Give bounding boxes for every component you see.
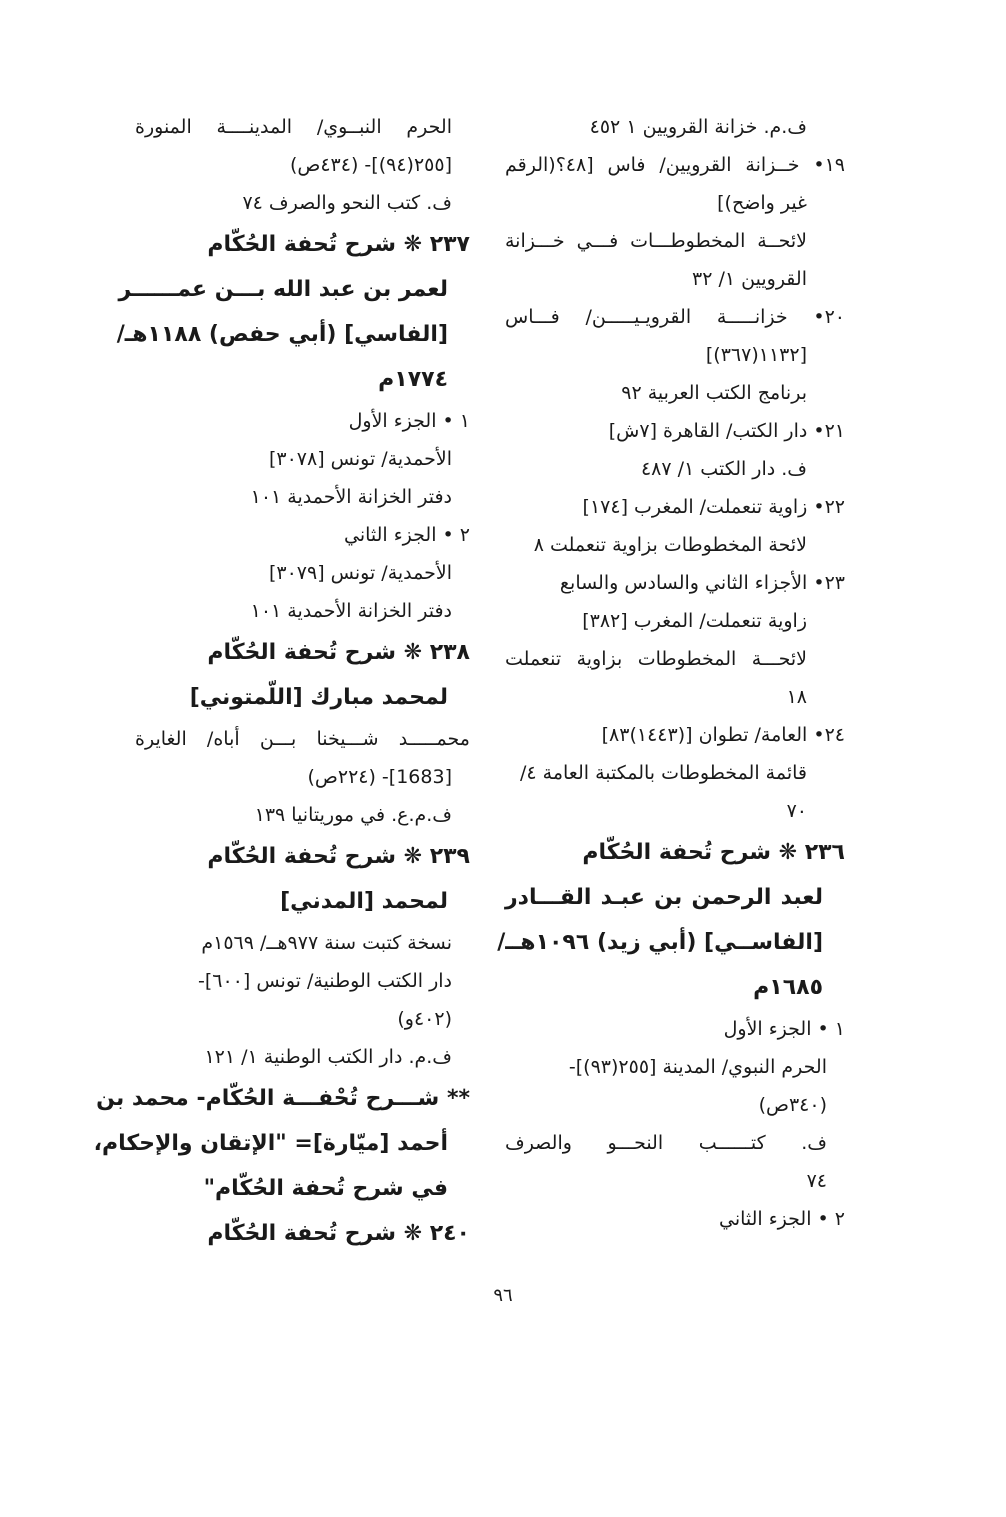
left-column — [93, 108, 470, 1256]
left-column-line: دفتر الخزانة الأحمدية ١٠١ — [250, 486, 452, 508]
right-column-line: ٢ • الجزء الثاني — [718, 1208, 845, 1230]
left-column-line: ١ • الجزء الأول — [348, 410, 470, 432]
right-column-line: ف.م. خزانة القرويين ١ ٤٥٢ — [589, 116, 807, 138]
right-column-line: ٢٢• زاوية تنعملت/ المغرب [١٧٤] — [582, 496, 845, 518]
left-column-line: ** شـــرح تُحْفـــة الحُكّام- محمد بن — [96, 1086, 470, 1111]
page-number: ٩٦ — [493, 1285, 513, 1306]
left-column-line: ٢٣٨ ❋ شرح تُحفة الحُكّام — [207, 640, 470, 665]
left-column-line: ف.م.ع. في موريتانيا ١٣٩ — [254, 804, 452, 826]
right-column-line: زاوية تنعملت/ المغرب [٣٨٢] — [582, 610, 807, 632]
right-column-line: برنامج الكتب العربية ٩٢ — [621, 382, 807, 404]
left-column-line: ف.م. دار الكتب الوطنية ١/ ١٢١ — [204, 1046, 452, 1068]
right-column-line: غير واضح)] — [717, 192, 807, 214]
left-column-line: محمـــــد شـــيخنا بـــن أباه/ الغايرة — [135, 728, 470, 750]
left-column-line: ٢٣٩ ❋ شرح تُحفة الحُكّام — [207, 844, 470, 869]
right-column-line: ٢٣٦ ❋ شرح تُحفة الحُكّام — [582, 840, 845, 865]
right-column-line: لعبد الرحمن بن عبـد القـــادر — [505, 885, 823, 910]
right-column-line: القرويين ١/ ٣٢ — [692, 268, 807, 290]
left-column-line: ٢٣٧ ❋ شرح تُحفة الحُكّام — [207, 232, 470, 257]
left-column-line: في شرح تُحفة الحُكّام" — [203, 1176, 448, 1201]
right-column-line: ١٩• خــزانة القرويين/ فاس [٤٨؟(الرقم — [505, 154, 845, 176]
left-column-line: لمحمد مبارك [اللّمتوني] — [189, 685, 448, 710]
right-column-line: ف. كتــــــب النحـــو والصرف — [505, 1132, 827, 1154]
left-column-line: الأحمدية/ تونس [٣٠٧٩] — [268, 562, 452, 584]
left-column-line: [الفاسي] (أبي حفص) ١١٨٨هـ/ — [116, 322, 448, 347]
right-column-line: قائمة المخطوطات بالمكتبة العامة ٤/ — [519, 762, 807, 784]
right-column-line: لائحـــة المخطوطات بزاوية تنعملت — [505, 648, 807, 670]
left-column-line: [٢٥٥(٩٤)]- (٤٣٤ص) — [289, 154, 452, 176]
left-column-line: دفتر الخزانة الأحمدية ١٠١ — [250, 600, 452, 622]
right-column — [497, 108, 845, 1238]
right-column-line: الحرم النبوي/ المدينة [٢٥٥(٩٣)]- — [568, 1056, 827, 1078]
left-column-line: لعمر بن عبد الله بـــن عمــــــر — [118, 277, 448, 302]
right-column-line: ٢٣• الأجزاء الثاني والسادس والسابع — [559, 572, 845, 594]
left-column-line: لمحمد [المدني] — [280, 889, 448, 914]
left-column-line: [1683]- (٢٢٤ص) — [307, 766, 452, 788]
right-column-line: ف. دار الكتب ١/ ٤٨٧ — [640, 458, 807, 480]
right-column-line: لائحة المخطوطات بزاوية تنعملت ٨ — [533, 534, 807, 556]
right-column-line: ٢٤• العامة/ تطوان [(١٤٤٣)٨٣] — [601, 724, 845, 746]
right-column-line: ٧٠ — [786, 800, 807, 822]
right-column-line: لائحــة المخطوطـــات فـــي خـــزانة — [505, 230, 807, 252]
left-column-line: (٤٠٢و) — [397, 1008, 452, 1030]
right-column-line: [١١٣٢(٣٦٧)] — [705, 344, 807, 366]
right-column-line: ١٨ — [786, 686, 807, 708]
right-column-line: ٧٤ — [806, 1170, 827, 1192]
right-column-line: ١ • الجزء الأول — [723, 1018, 845, 1040]
left-column-line: دار الكتب الوطنية/ تونس [٦٠٠]- — [197, 970, 452, 992]
left-column-line: ف. كتب النحو والصرف ٧٤ — [242, 192, 452, 214]
left-column-line: نسخة كتبت سنة ٩٧٧هــ/ ١٥٦٩م — [201, 932, 452, 954]
left-column-line: ٢٤٠ ❋ شرح تُحفة الحُكّام — [207, 1221, 470, 1246]
left-column-line: الأحمدية/ تونس [٣٠٧٨] — [268, 448, 452, 470]
right-column-line: ٢٠• خزانـــــة القرويـيـــــن/ فـــاس — [505, 306, 845, 328]
left-column-line: ٢ • الجزء الثاني — [343, 524, 470, 546]
right-column-line: ١٦٨٥م — [753, 975, 823, 1000]
left-column-line: ١٧٧٤م — [378, 367, 448, 392]
right-column-line: [الفاســي] (أبي زيد) ١٠٩٦هــ/ — [497, 930, 823, 955]
left-column-line: أحمد [ميّارة]= "الإتقان والإحكام، — [93, 1131, 448, 1156]
right-column-line: (٣٤٠ص) — [758, 1094, 827, 1116]
left-column-line: الحرم النبــوي/ المدينــــة المنورة — [135, 116, 452, 138]
right-column-line: ٢١• دار الكتب/ القاهرة [٧ش] — [608, 420, 845, 442]
